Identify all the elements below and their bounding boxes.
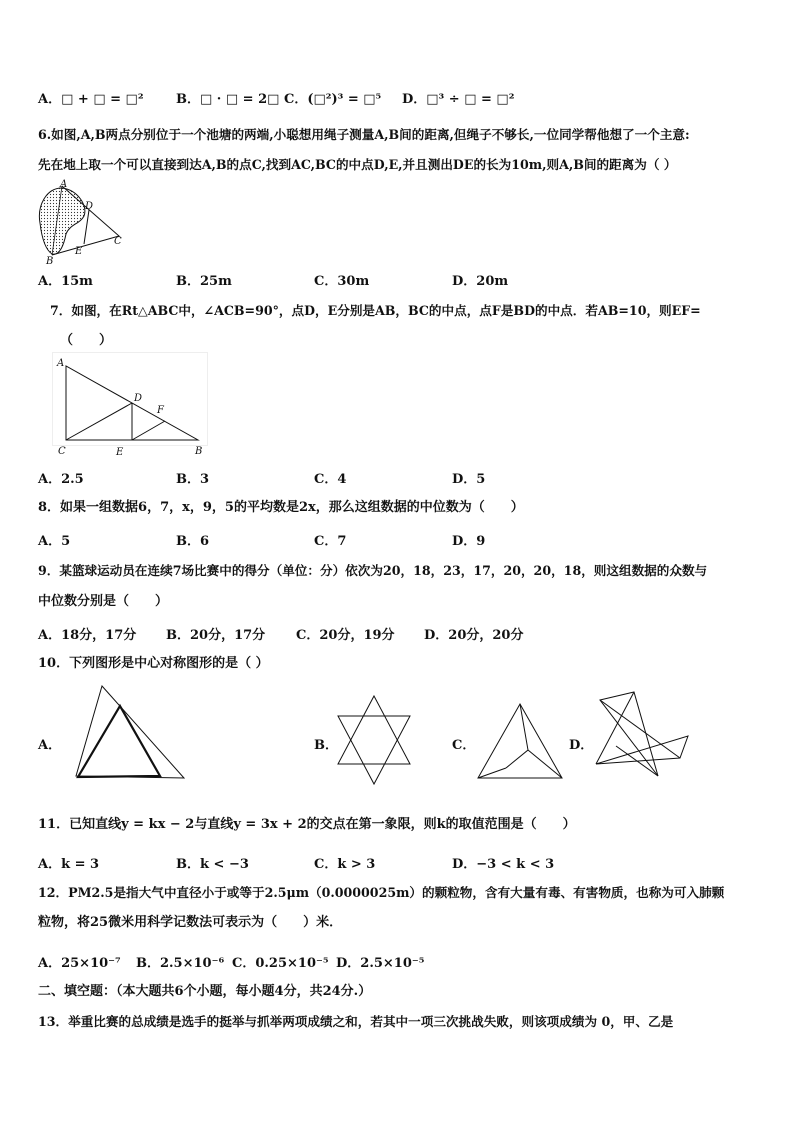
q6-option-c: C．30m — [314, 274, 370, 289]
q6-label-c: C — [114, 236, 122, 247]
q7-label-d: D — [134, 393, 143, 404]
q8-question-line1: 8．如果一组数据6，7，x，9，5的平均数是2x，那么这组数据的中位数为（ ） — [38, 500, 524, 515]
q6-label-d: D — [85, 201, 94, 212]
q5-option-b: B．□ · □ = 2□ — [176, 92, 280, 107]
q7-label-a: A — [57, 358, 65, 369]
q8-option-c: C．7 — [314, 534, 347, 549]
q6-label-b: B — [46, 256, 54, 267]
q7-label-b: B — [195, 446, 203, 457]
q12-question-line1: 12．PM2.5是指大气中直径小于或等于2.5μm（0.0000025m）的颗粒物，含有大量有毒、有害物质，也称为可入肺颗 — [38, 885, 725, 900]
q7-question-line2: （ ） — [60, 333, 113, 348]
q5-option-a: A．□ + □ = □² — [38, 92, 144, 107]
q6-label-a: A — [60, 179, 68, 190]
q12-option-b: B．2.5×10⁻⁶ — [136, 956, 225, 971]
q10-question-line1: 10．下列图形是中心对称图形的是（ ） — [38, 656, 269, 671]
q8-option-b: B．6 — [176, 534, 210, 549]
q9-question-line2: 中位数分别是（ ） — [38, 594, 169, 609]
q10-figure-d — [592, 688, 692, 784]
q11-option-c: C．k > 3 — [314, 857, 376, 872]
q6-label-e: E — [75, 246, 83, 257]
q6-question-line2: 先在地上取一个可以直接到达A,B的点C,找到AC,BC的中点D,E,并且测出DE的长为10m,则A,B间的距离为（ ） — [38, 157, 677, 172]
q8-option-d: D．9 — [452, 534, 486, 549]
q10-option-c: C． — [452, 738, 476, 753]
q10-figure-a — [68, 684, 188, 784]
q10-option-d: D． — [569, 738, 594, 753]
q9-option-a: A．18分，17分 — [38, 628, 137, 643]
q7-option-a: A．2.5 — [38, 472, 84, 487]
q7-question-line1: 7．如图，在Rt△ABC中，∠ACB=90°，点D，E分别是AB，BC的中点，点F是BD的中点．若AB=10，则EF= — [50, 303, 701, 318]
q11-option-a: A．k = 3 — [38, 857, 100, 872]
q9-option-b: B．20分，17分 — [166, 628, 266, 643]
q12-option-d: D．2.5×10⁻⁵ — [336, 956, 425, 971]
section-heading: 二、填空题：（本大题共6个小题，每小题4分，共24分.） — [38, 984, 372, 999]
q9-option-d: D．20分，20分 — [424, 628, 524, 643]
q6-option-d: D．20m — [452, 274, 509, 289]
q6-pond-figure — [34, 178, 129, 268]
q7-option-d: D．5 — [452, 472, 486, 487]
q5-option-c: C．(□²)³ = □⁵ — [284, 92, 382, 107]
q7-option-c: C．4 — [314, 472, 347, 487]
q11-option-b: B．k < −3 — [176, 857, 249, 872]
q10-figure-b — [334, 694, 414, 788]
q6-option-a: A．15m — [38, 274, 93, 289]
q9-question-line1: 9．某篮球运动员在连续7场比赛中的得分（单位：分）依次为20，18，23，17，20，20，18，则这组数据的众数与 — [38, 563, 708, 578]
q8-option-a: A．5 — [38, 534, 71, 549]
q12-option-c: C．0.25×10⁻⁵ — [232, 956, 329, 971]
q10-figure-c — [476, 702, 566, 782]
q7-triangle-figure — [52, 352, 212, 457]
q7-label-f: F — [157, 405, 164, 416]
q11-option-d: D．−3 < k < 3 — [452, 857, 555, 872]
q6-option-b: B．25m — [176, 274, 232, 289]
q5-option-d: D．□³ ÷ □ = □² — [402, 92, 515, 107]
q10-option-b: B． — [314, 738, 338, 753]
q13-question-line1: 13．举重比赛的总成绩是选手的挺举与抓举两项成绩之和，若其中一项三次挑战失败，则该项成绩为 0，甲、乙是 — [38, 1014, 674, 1029]
q11-question-line1: 11．已知直线y = kx − 2与直线y = 3x + 2的交点在第一象限，则k的取值范围是（ ） — [38, 817, 576, 832]
q10-option-a: A． — [38, 738, 62, 753]
q7-option-b: B．3 — [176, 472, 210, 487]
q7-label-c: C — [58, 446, 66, 457]
q12-question-line2: 粒物，将25微米用科学记数法可表示为（ ）米． — [38, 915, 343, 930]
q7-label-e: E — [116, 447, 124, 458]
q12-option-a: A．25×10⁻⁷ — [38, 956, 121, 971]
q6-question-line1: 6.如图,A,B两点分别位于一个池塘的两端,小聪想用绳子测量A,B间的距离,但绳子不够长,一位同学帮他想了一个主意: — [38, 127, 690, 142]
q9-option-c: C．20分，19分 — [296, 628, 395, 643]
